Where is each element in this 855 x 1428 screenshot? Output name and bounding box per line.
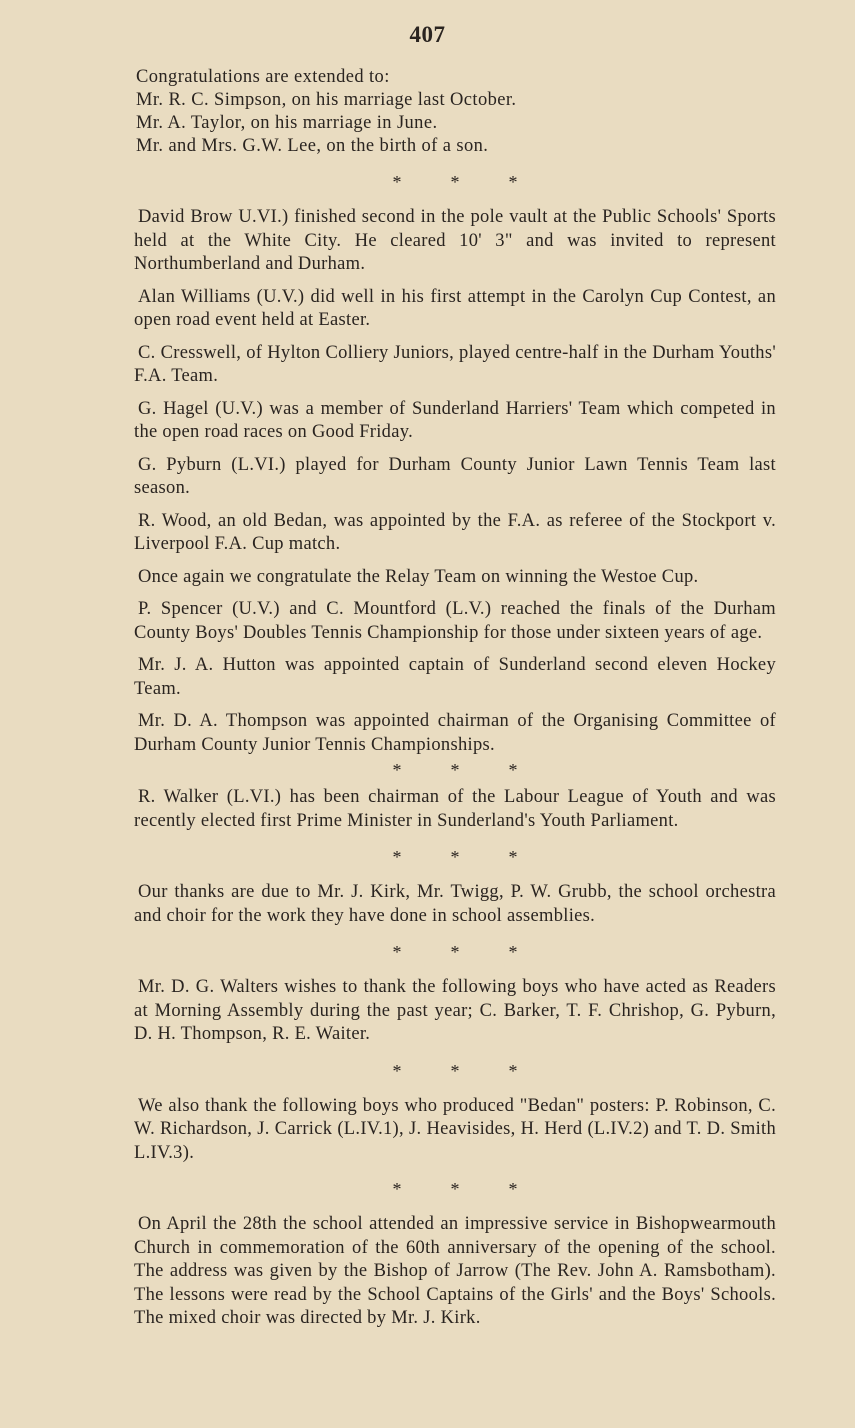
news-paragraph: Alan Williams (U.V.) did well in his first attempt in the Carolyn Cup Contest, an open road event held at Easter. [134,286,776,330]
section-separator: * * * [392,1060,518,1081]
section-separator: * * * [392,942,518,962]
page-number: 407 [409,22,446,47]
readers-paragraph: Mr. D. G. Walters wishes to thank the following boys who have acted as Readers at Morning Assembly during the past year; C. Barker, T. F. Chrishop, G. Pyburn, D. H. Thompson, R. E. Waiter. [134,977,776,1044]
news-paragraph: Mr. D. A. Thompson was appointed chairman of the Organising Committee of Durham County Junior Tennis Championships. [134,711,776,755]
news-paragraph: C. Cresswell, of Hylton Colliery Juniors, played centre-half in the Durham Youths' F.A. Team. [134,342,776,386]
news-paragraph: Once again we congratulate the Relay Team on winning the Westoe Cup. [138,566,699,587]
news-paragraph: Mr. J. A. Hutton was appointed captain of Sunderland second eleven Hockey Team. [134,655,776,699]
thanks-paragraph: Our thanks are due to Mr. J. Kirk, Mr. Twigg, P. W. Grubb, the school orchestra and choir for the work they have done in school assemblies. [134,882,776,926]
congratulations-section [136,66,776,158]
walker-paragraph: R. Walker (L.VI.) has been chairman of the Labour League of Youth and was recently elected first Prime Minister in Sunderland's Youth Parliament. [134,787,776,831]
congratulations-heading: Congratulations are extended to: [136,67,390,87]
section-separator: * * * [392,172,518,192]
news-paragraph: G. Pyburn (L.VI.) played for Durham County Junior Lawn Tennis Team last season. [134,454,776,498]
news-paragraph: R. Wood, an old Bedan, was appointed by the F.A. as referee of the Stockport v. Liverpool F.A. Cup match. [134,510,776,554]
section-separator: * * * [392,1179,518,1199]
news-paragraph: P. Spencer (U.V.) and C. Mountford (L.V.) reached the finals of the Durham County Boys' Doubles Tennis Championship for those under sixteen years of age. [134,599,776,643]
posters-paragraph: We also thank the following boys who produced "Bedan" posters: P. Robinson, C. W. Richardson, J. Carrick (L.IV.1), J. Heavisides, H. Herd (L.IV.2) and T. D. Smith L.IV.3). [134,1095,776,1163]
service-paragraph: On April the 28th the school attended an impressive service in Bishopwearmouth Church in commemoration of the 60th anniversary of the opening of the school. The address was given by the Bishop of Jarrow (The Rev. John A. Ramsbotham). The lessons were read by the School Captains of the Girls' and the Boys' Schools. The mixed choir was directed by Mr. J. Kirk. [134,1214,776,1328]
congratulations-item: Mr. A. Taylor, on his marriage in June. [136,113,438,133]
news-paragraph: G. Hagel (U.V.) was a member of Sunderland Harriers' Team which competed in the open road races on Good Friday. [134,398,776,442]
page-body [134,66,776,1340]
congratulations-item: Mr. R. C. Simpson, on his marriage last October. [136,90,517,110]
news-paragraph: David Brow U.VI.) finished second in the pole vault at the Public Schools' Sports held at the White City. He cleared 10' 3" and was invited to represent Northumberland and Durham. [134,207,776,274]
congratulations-item: Mr. and Mrs. G.W. Lee, on the birth of a son. [136,136,489,156]
section-separator: * * * [392,760,518,780]
section-separator: * * * [392,847,518,867]
